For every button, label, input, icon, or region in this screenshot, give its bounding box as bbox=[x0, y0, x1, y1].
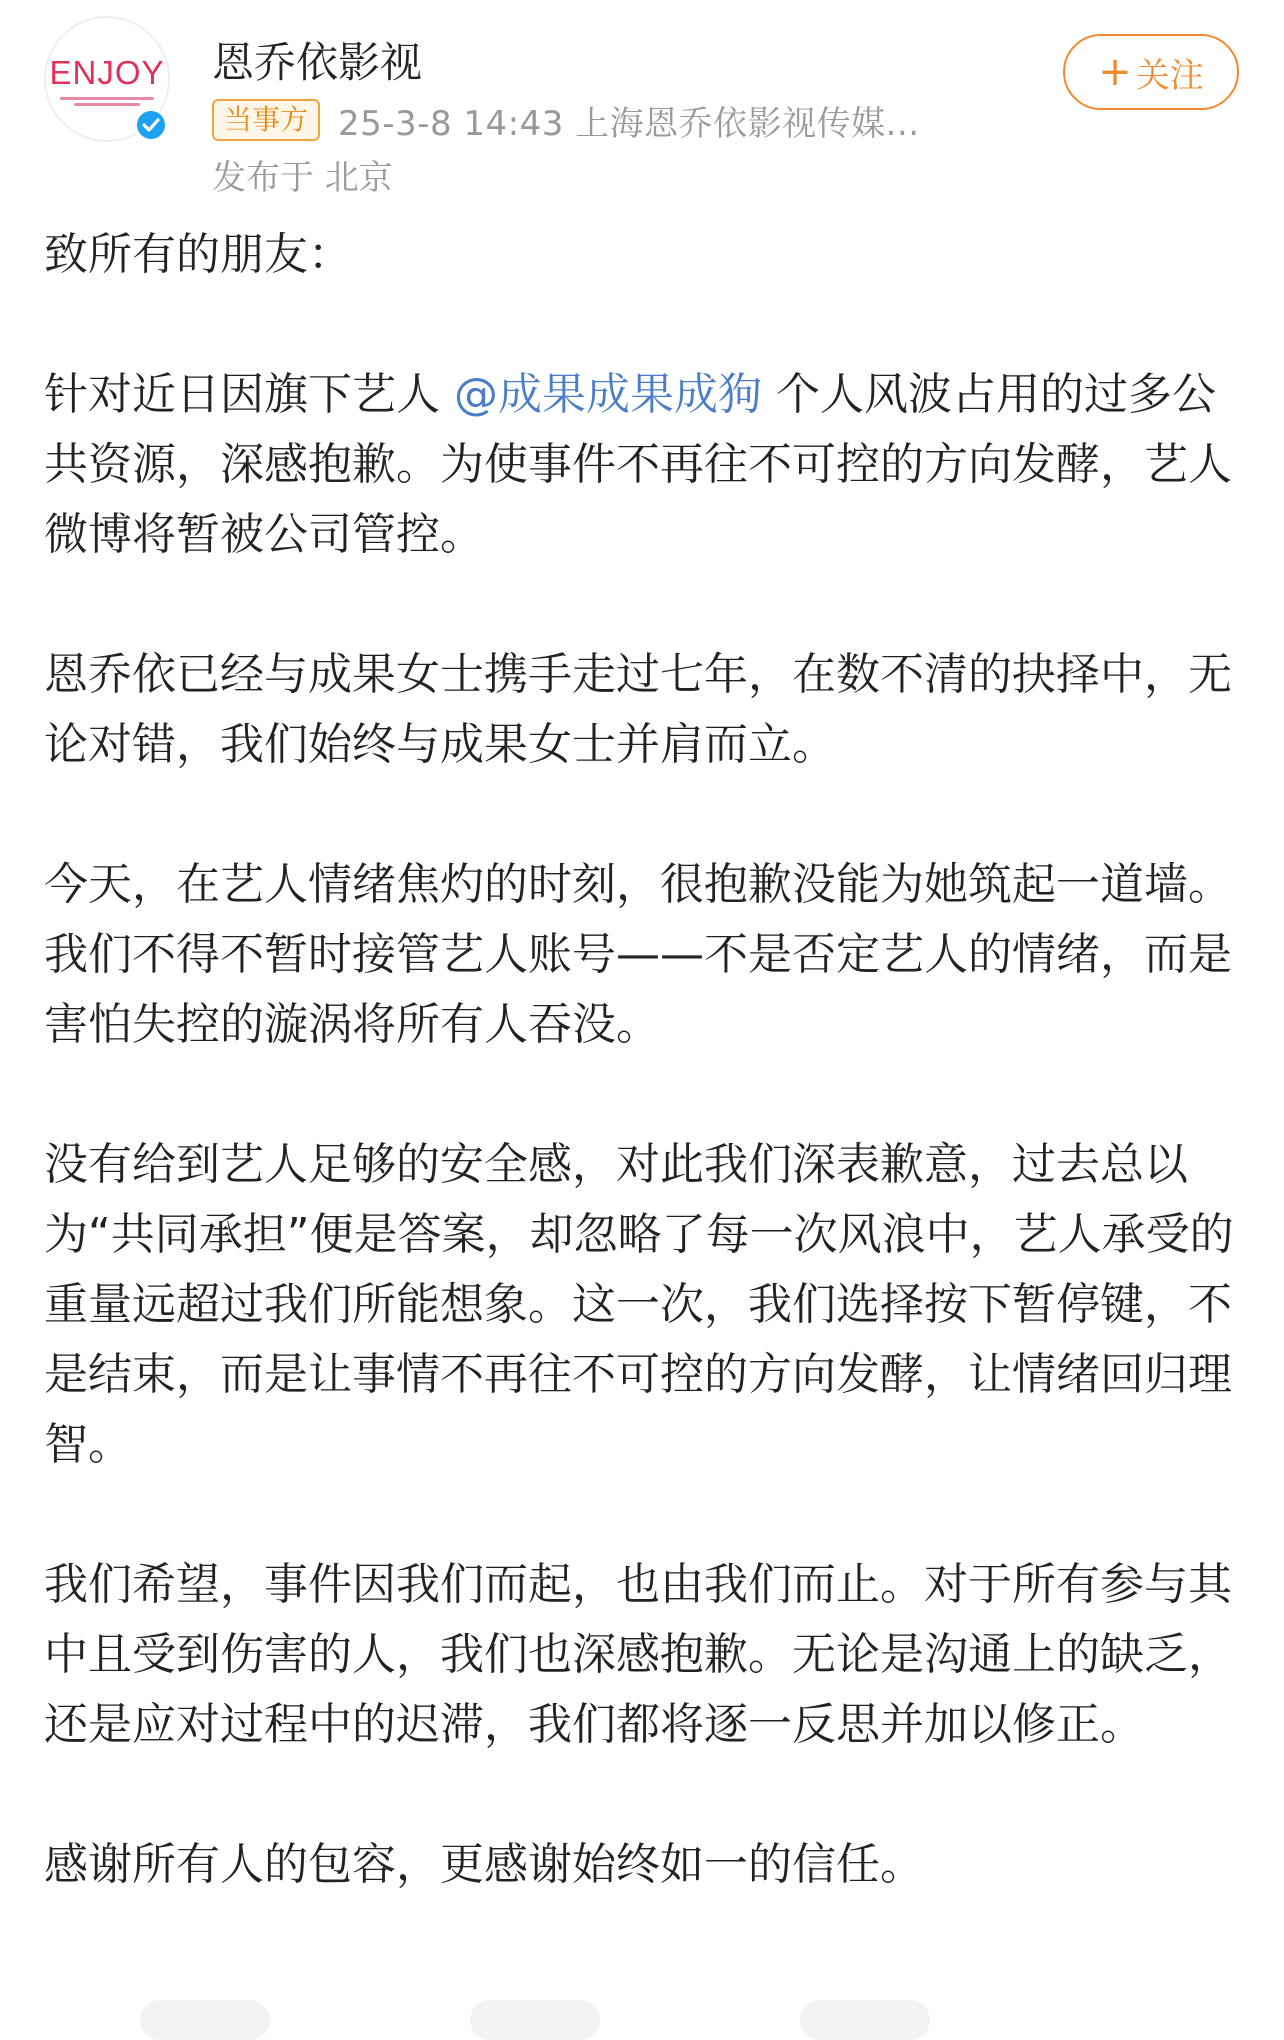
paragraph-1-start: 针对近日因旗下艺人 bbox=[44, 369, 454, 420]
paragraph-1-end: 个人风波占用的过多公共资源，深感抱歉。为使事件不再往不可控的方向发酵，艺人微博将暂被公司管控。 bbox=[44, 369, 1232, 560]
mention-link[interactable]: @成果成果成狗 bbox=[454, 369, 762, 420]
post-header bbox=[0, 0, 1284, 198]
verified-badge-icon bbox=[134, 108, 168, 142]
paragraph-5: 我们希望，事件因我们而起，也由我们而止。对于所有参与其中且受到伤害的人，我们也深感抱歉。无论是沟通上的缺乏，还是应对过程中的迟滞，我们都将逐一反思并加以修正。 bbox=[44, 1559, 1232, 1750]
paragraph-4: 没有给到艺人足够的安全感，对此我们深表歉意，过去总以为“共同承担”便是答案，却忽略了每一次风浪中，艺人承受的重量远超过我们所能想象。这一次，我们选择按下暂停键，不是结束，而是让事情不再往不可控的方向发酵，让情绪回归理智。 bbox=[44, 1139, 1234, 1470]
follow-button-label: 关注 bbox=[1135, 55, 1204, 96]
post-timestamp-source: 25-3-8 14:43 上海恩乔依影视传媒... bbox=[338, 103, 920, 144]
plus-icon: + bbox=[1098, 49, 1132, 95]
post-body bbox=[44, 220, 1240, 1970]
action-placeholder bbox=[140, 2000, 270, 2040]
avatar-logo-text: ENJOY bbox=[49, 54, 165, 91]
party-tag-badge: 当事方 bbox=[212, 99, 320, 141]
paragraph-6: 感谢所有人的包容，更感谢始终如一的信任。 bbox=[44, 1839, 924, 1890]
paragraph-3: 今天，在艺人情绪焦灼的时刻，很抱歉没能为她筑起一道墙。我们不得不暂时接管艺人账号——不是否定艺人的情绪，而是害怕失控的漩涡将所有人吞没。 bbox=[44, 859, 1232, 1050]
author-name[interactable]: 恩乔依影视 bbox=[212, 38, 423, 87]
paragraph-1 bbox=[44, 360, 1240, 570]
avatar-logo-subtext bbox=[60, 94, 154, 108]
paragraph-2: 恩乔依已经与成果女士携手走过七年，在数不清的抉择中，无论对错，我们始终与成果女士并肩而立。 bbox=[44, 649, 1232, 770]
greeting: 致所有的朋友： bbox=[44, 229, 352, 280]
action-placeholder bbox=[800, 2000, 930, 2040]
action-placeholder bbox=[470, 2000, 600, 2040]
post-location: 发布于 北京 bbox=[212, 158, 393, 198]
post-meta bbox=[212, 98, 920, 142]
follow-button[interactable] bbox=[1063, 34, 1239, 110]
action-bar-edge bbox=[0, 1990, 1284, 2017]
